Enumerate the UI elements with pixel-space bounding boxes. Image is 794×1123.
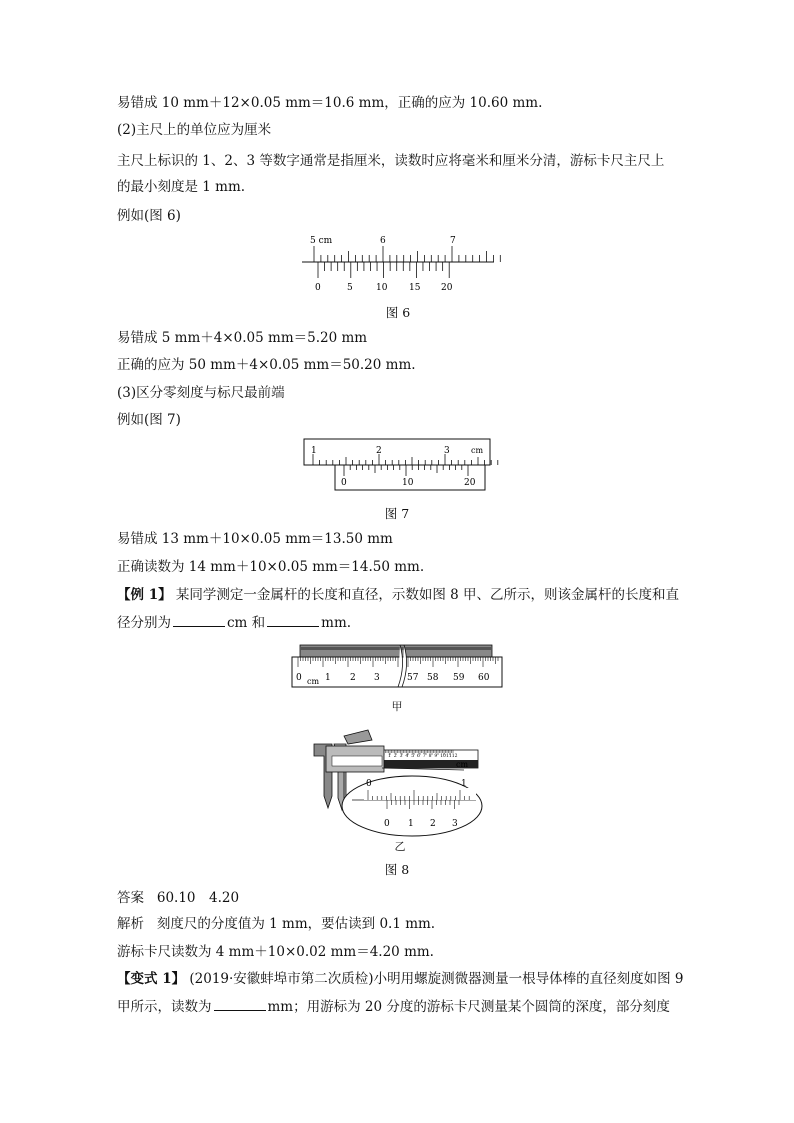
text-line-2: (2)主尺上的单位应为厘米	[117, 122, 272, 138]
example-label: 【例 1】	[117, 587, 172, 603]
text-line-3: 主尺上标识的 1、2、3 等数字通常是指厘米，读数时应将毫米和厘米分清，游标卡尺主尺上	[117, 153, 665, 169]
caliper-main-label: 1	[388, 754, 391, 759]
answer-label: 答案	[117, 890, 144, 906]
text-line-9: 例如(图 7)	[117, 412, 181, 428]
text-line-7: 正确的应为 50 mm＋4×0.05 mm＝50.20 mm.	[117, 357, 416, 373]
fig7-caption: 图 7	[384, 506, 410, 521]
fig6-vernier-label: 10	[376, 283, 388, 293]
zoom-vernier-label: 0	[384, 819, 390, 829]
example-text-a: 径分别为	[117, 615, 171, 631]
variant-text-b: mm；用游标为 20 分度的游标卡尺测量某个圆筒的深度，部分刻度	[267, 999, 670, 1015]
fig7-vernier-label: 20	[464, 478, 476, 488]
example-1-line-1	[117, 585, 679, 605]
analysis-line-1	[117, 914, 435, 934]
ruler-label: 1	[325, 673, 331, 683]
ruler-unit: cm	[307, 677, 320, 686]
figure-6	[300, 232, 500, 300]
figure-7	[303, 438, 493, 498]
answer-blank-length[interactable]	[173, 612, 225, 627]
caliper-main-label: 12	[451, 754, 458, 759]
zoom-vernier-label: 3	[452, 819, 458, 829]
caliper-main-label: 3	[399, 754, 403, 759]
answer-blank-diameter[interactable]	[267, 612, 319, 627]
variant-1-line-2	[117, 996, 670, 1017]
ruler-label: 57	[407, 673, 419, 683]
fig6-vernier-label: 0	[315, 283, 321, 293]
text-line-4: 的最小刻度是 1 mm.	[117, 179, 246, 195]
text-line-10: 易错成 13 mm＋10×0.05 mm＝13.50 mm	[117, 531, 393, 547]
answer-line	[117, 888, 239, 908]
zoom-vernier-label: 1	[408, 819, 414, 829]
caliper-main-label: 4	[405, 754, 409, 759]
answer-value: 60.10 4.20	[156, 890, 240, 906]
zoom-vernier-label: 2	[430, 819, 436, 829]
text-line-8: (3)区分零刻度与标尺最前端	[117, 385, 285, 401]
fig6-main-label: 5 cm	[310, 236, 333, 246]
analysis-line-2: 游标卡尺读数为 4 mm＋10×0.02 mm＝4.20 mm.	[117, 944, 434, 960]
example-1-line-2	[117, 612, 351, 633]
analysis-text: 刻度尺的分度值为 1 mm，要估读到 0.1 mm.	[156, 916, 436, 932]
variant-label: 【变式 1】	[117, 971, 186, 987]
ruler-label: 0	[296, 673, 302, 683]
caliper-main-label: 9	[434, 754, 438, 759]
fig6-main-label: 7	[450, 236, 456, 246]
variant-text: (2019·安徽蚌埠市第二次质检)小明用螺旋测微器测量一根导体棒的直径刻度如图 9	[189, 971, 684, 987]
fig7-main-label: 3	[444, 446, 450, 456]
caliper-main-label: 7	[422, 754, 426, 759]
fig6-vernier-label: 15	[409, 283, 421, 293]
variant-text-a: 甲所示，读数为	[117, 999, 212, 1015]
ruler-label: 2	[350, 673, 356, 683]
variant-1-line-1	[117, 969, 683, 989]
fig8-caption: 图 8	[384, 862, 410, 877]
fig7-main-label: 1	[311, 446, 317, 456]
ruler-label: 60	[478, 673, 490, 683]
text-line-5: 例如(图 6)	[117, 208, 181, 224]
ruler-label: 58	[427, 673, 439, 683]
caliper-main-label: 5	[411, 754, 415, 759]
fig6-vernier-label: 20	[441, 283, 453, 293]
caliper-main-label: 8	[428, 754, 432, 759]
fig6-vernier-label: 5	[347, 283, 353, 293]
caliper-main-label: 6	[417, 754, 420, 759]
fig8-sub-a: 甲	[391, 700, 403, 713]
caliper-main-label: 10	[440, 754, 446, 759]
caliper-main-label: 2	[393, 754, 397, 759]
fig6-caption: 图 6	[385, 305, 411, 320]
zoom-main-label: 0	[366, 779, 372, 789]
caliper-main-label: 11	[446, 754, 452, 759]
zoom-main-label: 1	[461, 779, 467, 789]
ruler-label: 3	[374, 673, 380, 683]
fig7-vernier-label: 0	[341, 478, 347, 488]
text-line-1: 易错成 10 mm＋12×0.05 mm＝10.6 mm，正确的应为 10.60 mm.	[117, 95, 543, 111]
ruler-label: 59	[453, 673, 465, 683]
example-text-b: cm 和	[227, 615, 266, 631]
fig7-main-label: 2	[376, 446, 382, 456]
caliper-unit: cm	[456, 760, 469, 769]
text-line-11: 正确读数为 14 mm＋10×0.05 mm＝14.50 mm.	[117, 559, 425, 575]
figure-8-a	[290, 643, 506, 689]
example-text: 某同学测定一金属杆的长度和直径，示数如图 8 甲、乙所示，则该金属杆的长度和直	[175, 587, 680, 603]
example-text-c: mm.	[321, 615, 352, 631]
answer-blank-reading[interactable]	[214, 996, 266, 1011]
fig7-vernier-label: 10	[402, 478, 414, 488]
fig6-main-label: 6	[380, 236, 386, 246]
analysis-label: 解析	[117, 916, 144, 932]
figure-8-b	[304, 726, 486, 844]
fig7-main-label: cm	[471, 446, 484, 455]
text-line-6: 易错成 5 mm＋4×0.05 mm＝5.20 mm	[117, 330, 368, 346]
fig8-sub-b: 乙	[394, 840, 406, 853]
